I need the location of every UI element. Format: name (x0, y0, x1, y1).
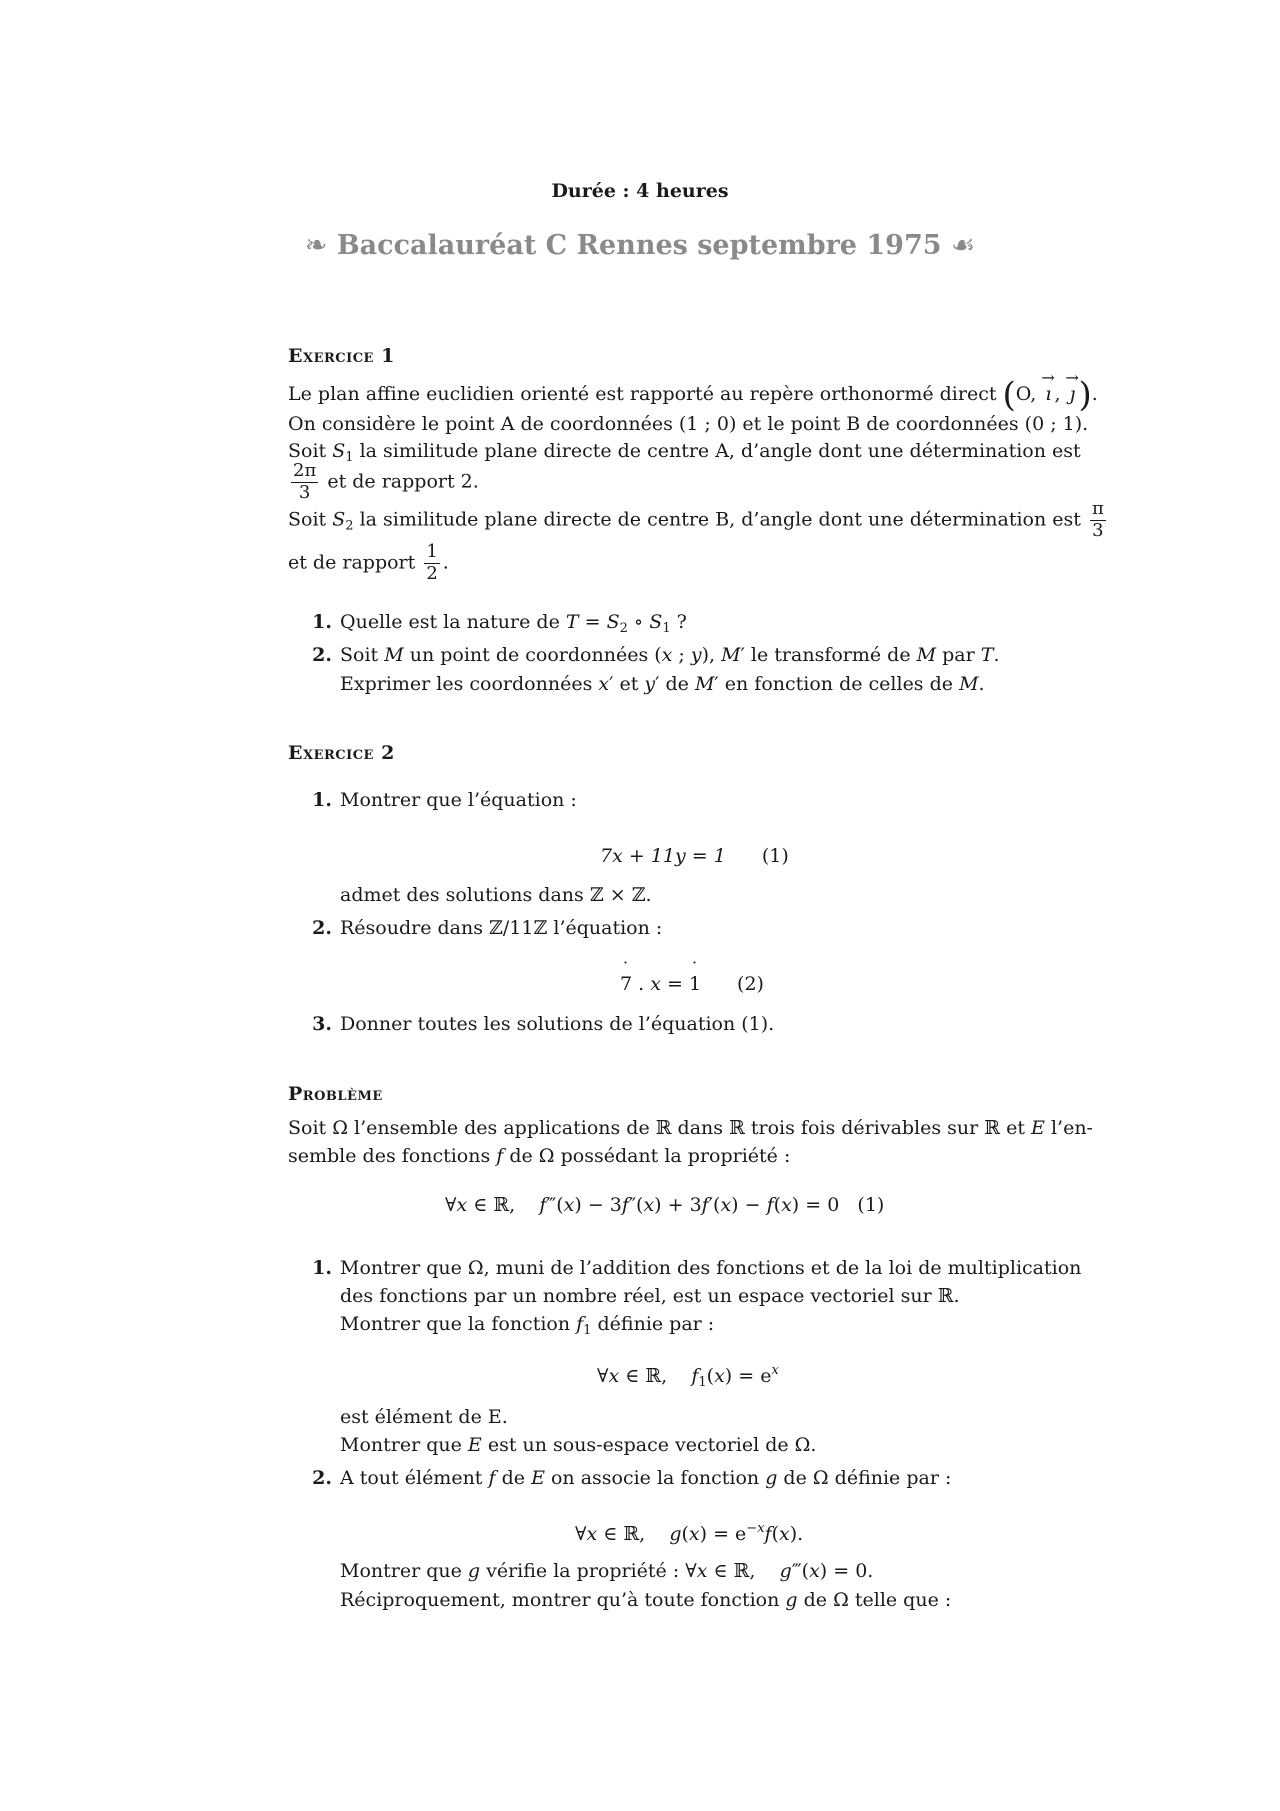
vector-j: → ȷ (1067, 383, 1079, 406)
problem-question-1: 1. Montrer que Ω, muni de l’addition des fonctions et de la loi de multiplication (312, 1257, 1082, 1279)
ex1-line-6: et de rapport $\frac{1}{2}$ . (288, 541, 449, 584)
problem-question-1-line-3: Montrer que la fonction $f_1$ définie par : (340, 1313, 715, 1338)
problem-equation-g: ∀x ∈ ℝ, $g(x) = e^{-x}f(x)$. (575, 1521, 804, 1545)
title-text: Baccalauréat C Rennes septembre 1975 (336, 230, 942, 261)
ex1-question-2-cont: Exprimer les coordonnées x′ et y′ de M′ en fonction de celles de M. (340, 673, 985, 695)
ex1-line-3: Soit $S_1$ la similitude plane directe de centre A, d’angle dont une détermination est (288, 440, 1081, 465)
ex2-equation-1: 7x + 11y = 1 (1) (600, 845, 789, 867)
problem-question-2: 2. A tout élément f de E on associe la fonction g de Ω définie par : (312, 1467, 952, 1489)
exercise-1-heading: Exercice 1 (288, 345, 395, 367)
ex1-line-4: $\frac{2\pi}{3}$ et de rapport 2. (293, 460, 479, 503)
problem-question-2-line-2: Montrer que g vérifie la propriété : ∀x ∈ ℝ, g‴(x) = 0. (340, 1560, 874, 1582)
ex2-equation-2: ˙ 7 . x = ˙ 1 (2) (620, 973, 764, 996)
ex1-line-5: Soit $S_2$ la similitude plane directe de centre B, d’angle dont une détermination est $\frac{\pi}{3}$ (288, 498, 1104, 541)
ex2-question-3: 3. Donner toutes les solutions de l’équation (1). (312, 1013, 775, 1035)
ex1-question-2: 2. Soit M un point de coordonnées (x ; y), M′ le transformé de M par T. (312, 644, 1000, 666)
problem-equation-1: ∀x ∈ ℝ, f‴(x) − 3f″(x) + 3f′(x) − f(x) = 0 (1) (445, 1194, 885, 1216)
ex1-line-2: On considère le point A de coordonnées (1 ; 0) et le point B de coordonnées (0 ; 1). (288, 413, 1089, 435)
problem-question-2-line-3: Réciproquement, montrer qu’à toute fonction g de Ω telle que : (340, 1589, 952, 1611)
problem-question-1-line-5: Montrer que E est un sous-espace vectoriel de Ω. (340, 1434, 817, 1456)
problem-heading: Problème (288, 1083, 383, 1105)
ex2-question-1: 1. Montrer que l’équation : (312, 789, 577, 811)
ex1-question-1: 1. Quelle est la nature de $T = S_2$ ∘ $S_1$ ? (312, 611, 687, 636)
problem-line-2: semble des fonctions f de Ω possédant la propriété : (288, 1145, 791, 1167)
page-title (0, 230, 1280, 261)
vector-i: → ı (1042, 383, 1054, 406)
problem-question-1-line-2: des fonctions par un nombre réel, est un espace vectoriel sur ℝ. (340, 1285, 960, 1307)
duration-label: Durée : 4 heures (551, 180, 729, 202)
problem-question-1-line-4: est élément de E. (340, 1406, 508, 1428)
ex2-question-2: 2. Résoudre dans ℤ/11ℤ l’équation : (312, 917, 663, 939)
ex1-line-1: Le plan affine euclidien orienté est rapporté au repère orthonormé direct (O, → ı , → ȷ). (288, 383, 1098, 406)
problem-line-1: Soit Ω l’ensemble des applications de ℝ dans ℝ trois fois dérivables sur ℝ et E l’en- (288, 1117, 1093, 1139)
ex2-question-1-cont: admet des solutions dans ℤ × ℤ. (340, 884, 652, 906)
problem-equation-f1: ∀x ∈ ℝ, $f_1(x) = e^x$ (597, 1363, 779, 1390)
ornament-right-icon: ☙ (950, 230, 976, 261)
exercise-2-heading: Exercice 2 (288, 742, 395, 764)
ornament-left-icon: ❧ (304, 230, 328, 261)
